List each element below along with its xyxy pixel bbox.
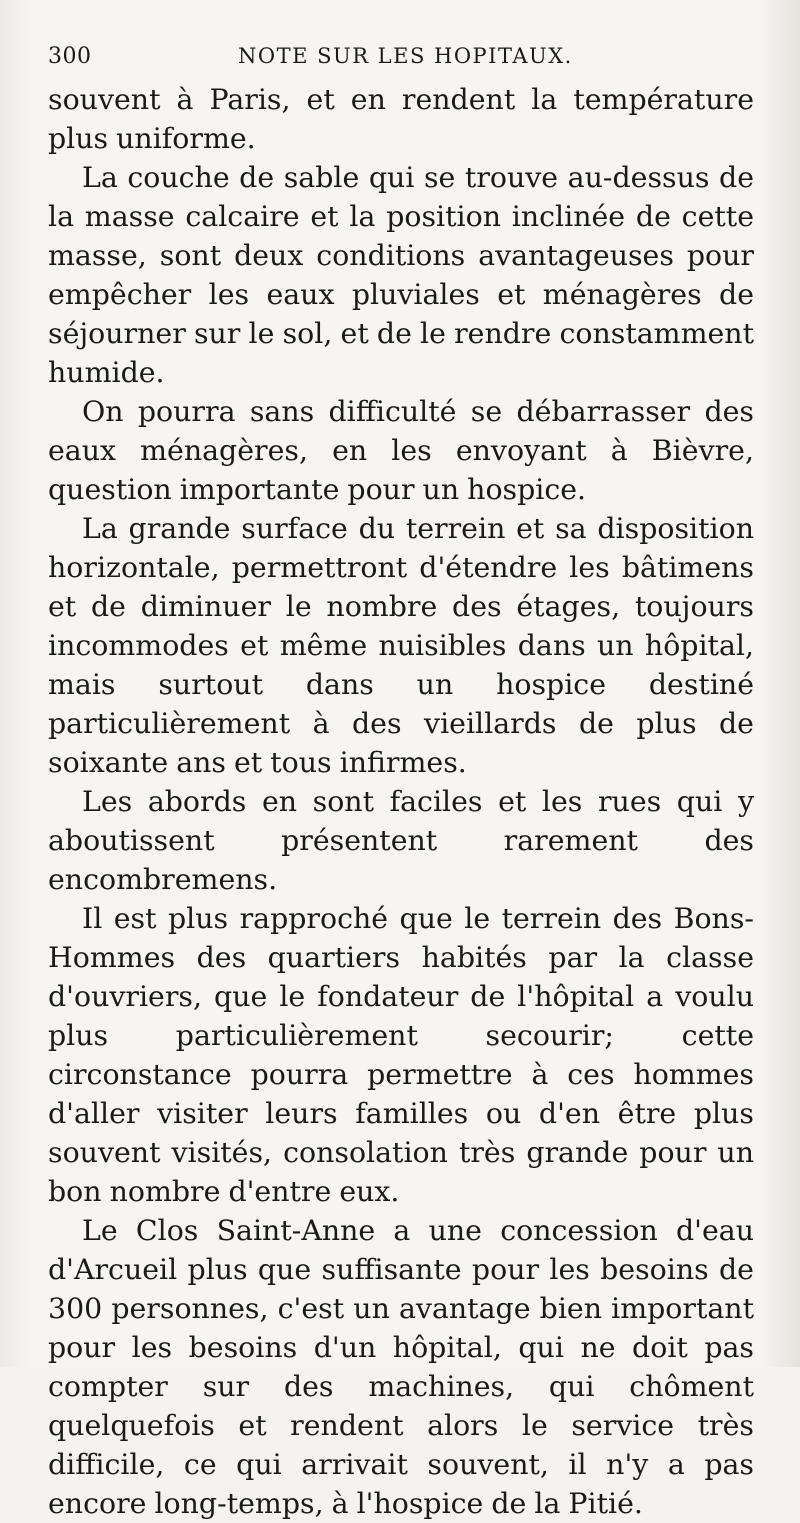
page-number: 300 bbox=[48, 44, 92, 69]
paragraph-terrain-surface: La grande surface du terrein et sa disposition horizontale, permettront d'étendre les bâtimens et de diminuer le nombre des étages, toujours incommodes et même nuisibles dans un hôpital, mais surtout dans un hospice destiné particulièrement à des vieillards de plus de soixante ans et tous infirmes. bbox=[48, 512, 754, 779]
paragraph-sand-layer: La couche de sable qui se trouve au-dessus de la masse calcaire et la position inclinée de cette masse, sont deux conditions avantageuses pour empêcher les eaux pluviales et ménagères de séjourner sur le sol, et de le rendre constamment humide. bbox=[48, 161, 754, 389]
running-title: NOTE SUR LES HOPITAUX. bbox=[238, 44, 573, 68]
paragraph-access: Les abords en sont faciles et les rues qui y aboutissent présentent rarement des encombremens. bbox=[48, 785, 754, 896]
page-header bbox=[48, 44, 748, 76]
paragraph-continuation: souvent à Paris, et en rendent la température plus uniforme. bbox=[48, 83, 754, 155]
body-text bbox=[48, 80, 754, 1523]
paragraph-waste-water: On pourra sans difficulté se débarrasser des eaux ménagères, en les envoyant à Bièvre, question importante pour un hospice. bbox=[48, 395, 754, 506]
paragraph-water-concession: Le Clos Saint-Anne a une concession d'eau d'Arcueil plus que suffisante pour les besoins de 300 personnes, c'est un avantage bien important pour les besoins d'un hôpital, qui ne doit pas compter sur des machines, qui chôment quelquefois et rendent alors le service très difficile, ce qui arrivait souvent, il n'y a pas encore long-temps, à l'hospice de la Pitié. bbox=[48, 1214, 754, 1520]
paragraph-proximity: Il est plus rapproché que le terrein des Bons-Hommes des quartiers habités par la classe d'ouvriers, que le fondateur de l'hôpital a voulu plus particulièrement secourir; cette circonstance pourra permettre à ces hommes d'aller visiter leurs familles ou d'en être plus souvent visités, consolation très grande pour un bon nombre d'entre eux. bbox=[48, 902, 754, 1208]
